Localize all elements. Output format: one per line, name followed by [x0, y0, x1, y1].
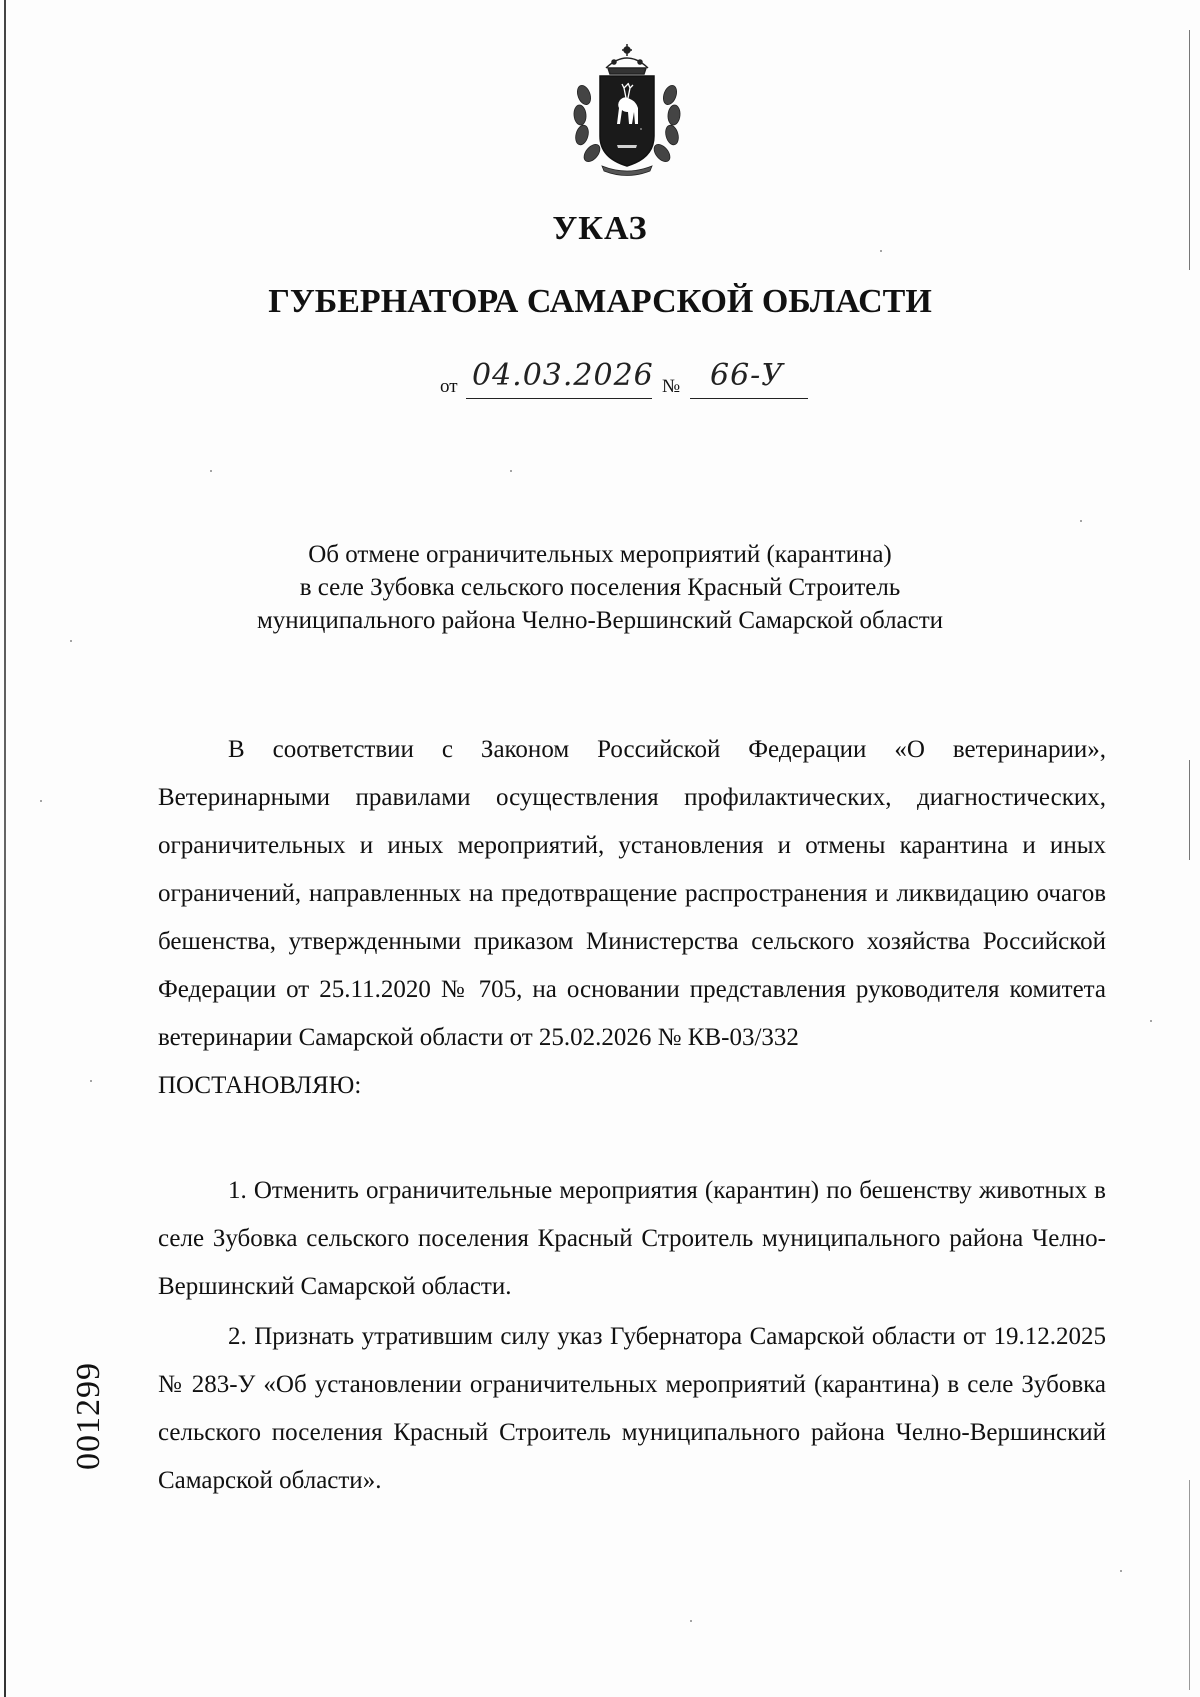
subject-line: в селе Зубовка сельского поселения Красный Строитель [299, 574, 901, 601]
scan-speck [690, 1620, 692, 1622]
date-value: 04.03.2026 [472, 358, 654, 393]
scan-speck [1150, 1020, 1152, 1022]
scan-speck [510, 470, 512, 472]
resolves-heading: ПОСТАНОВЛЯЮ: [158, 1072, 362, 1099]
document-subject [0, 538, 1200, 637]
document-type-title: УКАЗ [552, 210, 648, 247]
number-underline [690, 398, 808, 399]
scan-speck [1120, 1570, 1122, 1572]
date-underline [466, 398, 652, 399]
subject-line: Об отмене ограничительных мероприятий (карантина) [308, 541, 892, 568]
preamble-paragraph [158, 726, 1106, 1110]
date-prefix: от [440, 376, 458, 397]
scan-speck [90, 1080, 92, 1082]
decree-item: 2. Признать утратившим силу указ Губернатора Самарской области от 19.12.2025 № 283-У «Об установлении ограничительных мероприятий (карантина) в селе Зубовка сельского поселения Красный Строитель муниципального района Челно-Вершинский Самарской области». [158, 1323, 1106, 1494]
date-number-line [440, 358, 840, 402]
issuing-authority-title: ГУБЕРНАТОРА САМАРСКОЙ ОБЛАСТИ [268, 283, 932, 320]
serial-number: 001299 [70, 1362, 107, 1470]
scan-speck [40, 800, 42, 802]
scan-speck [210, 470, 212, 472]
subject-line: муниципального района Челно-Вершинский Самарской области [256, 607, 944, 634]
scan-speck [640, 128, 642, 130]
scan-speck [70, 640, 72, 642]
number-prefix: № [662, 376, 681, 397]
scan-speck [880, 250, 882, 252]
scan-speck [1080, 520, 1082, 522]
number-value: 66-У [710, 358, 784, 393]
preamble-text: В соответствии с Законом Российской Федерации «О ветеринарии», Ветеринарными правилами осуществления профилактических, диагностических, ограничительных и иных мероприятий, установления и отмены карантина и иных ограничений, направленных на предотвращение распространения и ликвидацию очагов бешенства, утвержденными приказом Министерства сельского хозяйства Российской Федерации от 25.11.2020 № 705, на основании представления руководителя комитета ветеринарии Самарской области от 25.02.2026 № КВ-03/332 [158, 736, 1106, 1051]
scan-edge [1189, 1480, 1190, 1690]
scan-edge [4, 0, 6, 1697]
decree-item: 1. Отменить ограничительные мероприятия (карантин) по бешенству животных в селе Зубовка сельского поселения Красный Строитель муниципального района Челно-Вершинский Самарской области. [158, 1177, 1106, 1300]
samara-coat-of-arms-icon [562, 40, 692, 180]
scan-edge [1189, 760, 1190, 860]
